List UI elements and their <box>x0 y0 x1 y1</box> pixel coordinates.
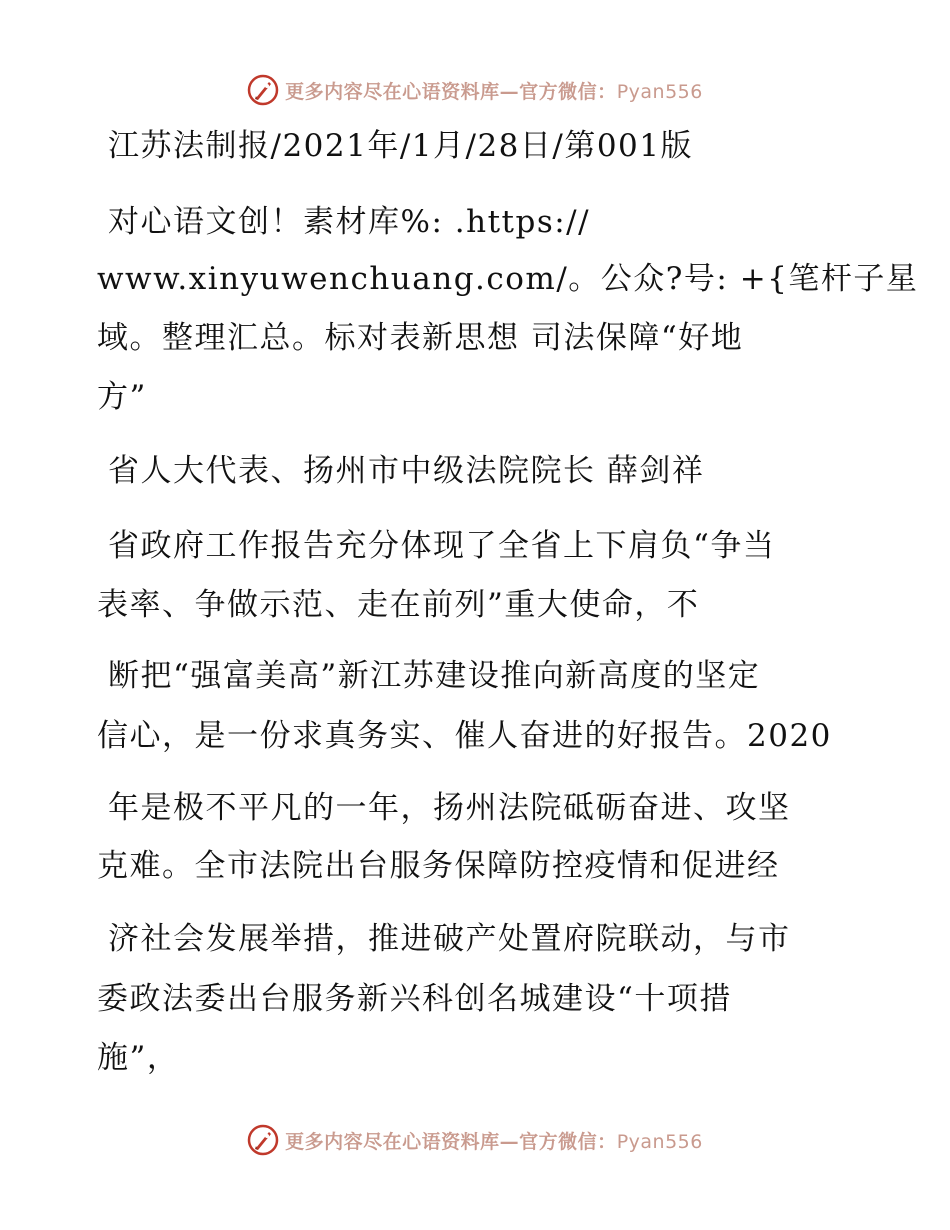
pen-feather-logo-icon <box>247 74 279 106</box>
pen-feather-logo-icon <box>247 1124 279 1156</box>
document-line: 委政法委出台服务新兴科创名城建设“十项措 <box>97 981 732 1017</box>
watermark-main-text: 更多内容尽在心语资料库 <box>285 1130 500 1153</box>
document-line: 断把“强富美高”新江苏建设推向新高度的坚定 <box>108 658 761 694</box>
document-line: 克难。全市法院出台服务保障防控疫情和促进经 <box>97 848 780 884</box>
document-line: 济社会发展举措，推进破产处置府院联动，与市 <box>108 921 791 957</box>
document-line: www.xinyuwenchuang.com/。公众?号: +{笔杆子星 <box>97 261 919 297</box>
document-line: 表率、争做示范、走在前列”重大使命，不 <box>97 587 700 623</box>
watermark-header <box>0 70 950 110</box>
watermark-footer <box>0 1120 950 1160</box>
document-line: 对心语文创！素材库%: .https:// <box>108 204 591 240</box>
document-line-title: 方” <box>97 379 147 415</box>
watermark-main-text: 更多内容尽在心语资料库 <box>285 80 500 103</box>
document-line-source: 江苏法制报/2021年/1月/28日/第001版 <box>108 128 694 164</box>
watermark-wechat-label: 官方微信： <box>519 1130 617 1153</box>
watermark-wechat-id: Pyan556 <box>616 1130 703 1153</box>
document-line: 施”， <box>97 1040 180 1076</box>
document-line: 信心，是一份求真务实、催人奋进的好报告。2020 <box>97 718 832 754</box>
document-line-title: 域。整理汇总。标对表新思想 司法保障“好地 <box>97 320 744 356</box>
document-line: 省政府工作报告充分体现了全省上下肩负“争当 <box>108 528 776 564</box>
watermark-separator: — <box>499 1130 520 1153</box>
document-line-author: 省人大代表、扬州市中级法院院长 薛剑祥 <box>108 453 705 489</box>
watermark-separator: — <box>499 80 520 103</box>
watermark-text <box>285 77 703 104</box>
watermark-wechat-label: 官方微信： <box>519 80 617 103</box>
document-line: 年是极不平凡的一年，扬州法院砥砺奋进、攻坚 <box>108 790 791 826</box>
watermark-text <box>285 1127 703 1154</box>
watermark-wechat-id: Pyan556 <box>616 80 703 103</box>
